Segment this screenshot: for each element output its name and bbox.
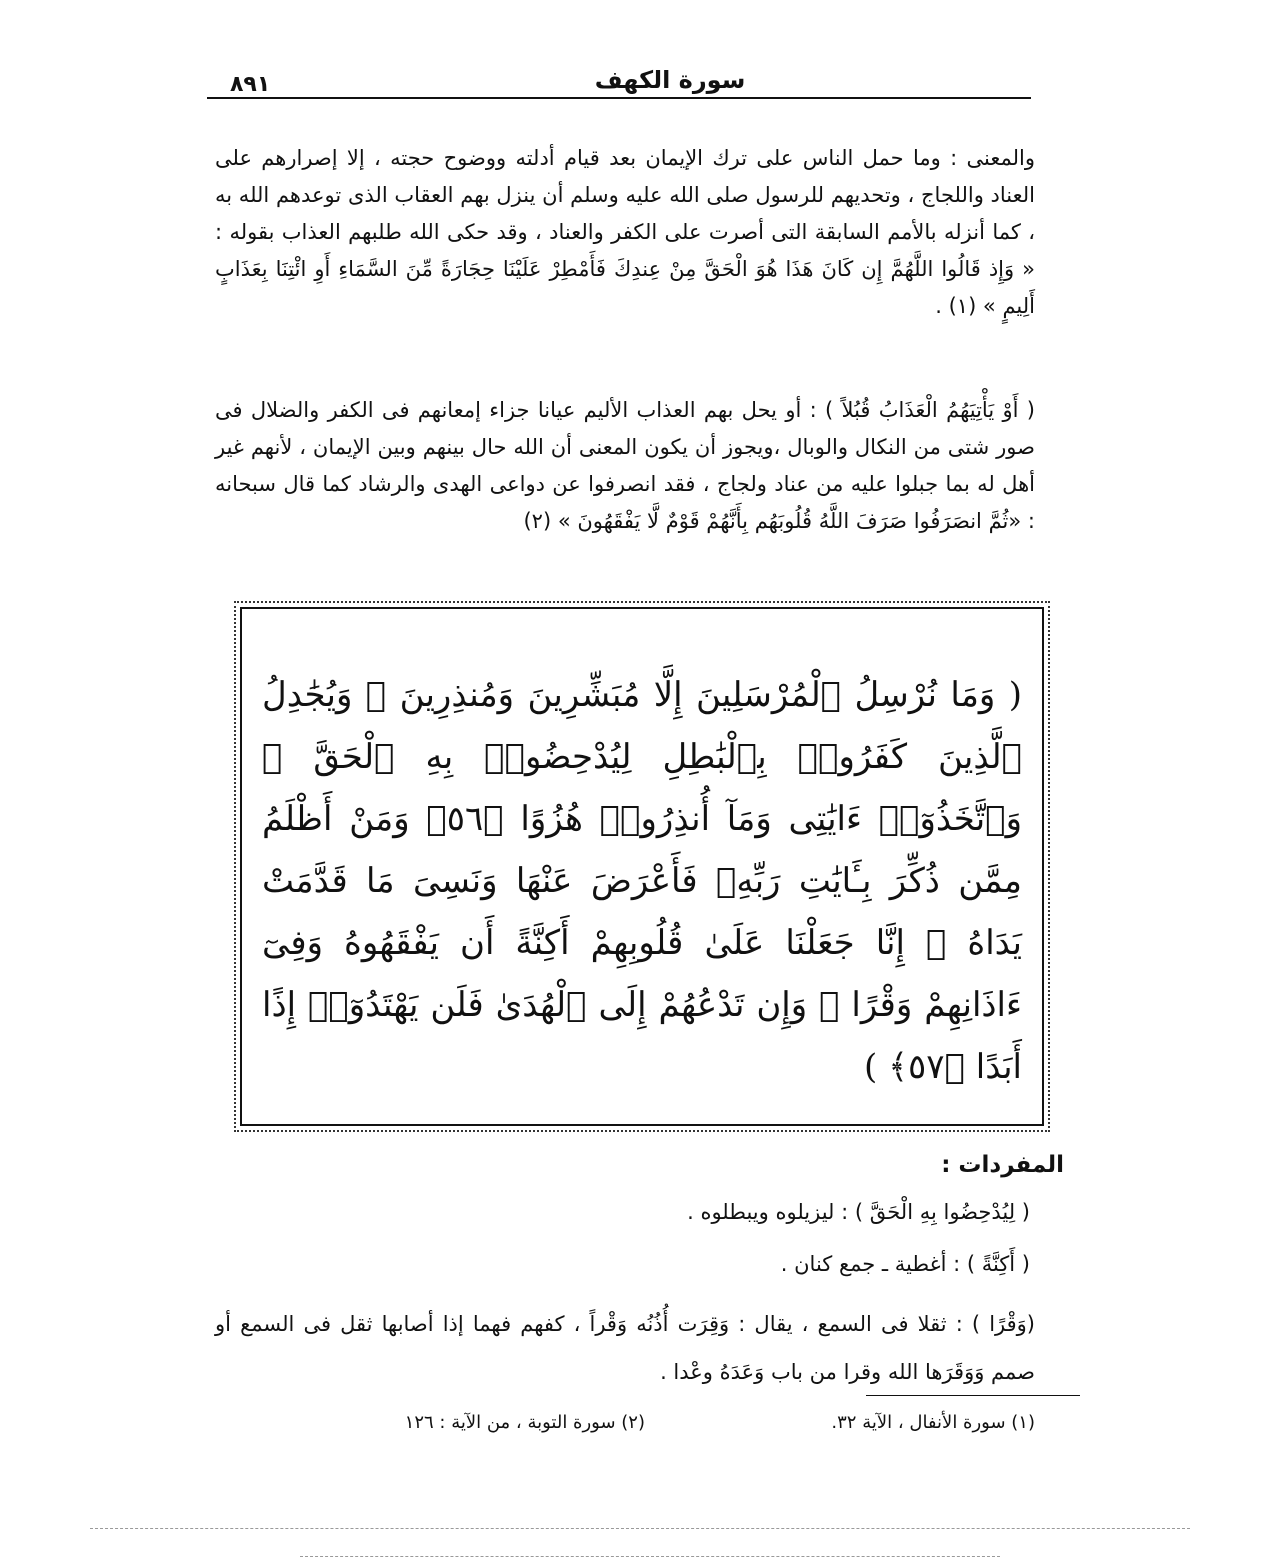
footnote-2: (٢) سورة التوبة ، من الآية : ١٢٦ <box>404 1412 645 1433</box>
vocab-item: (وَقْرًا ) : ثقلا فى السمع ، يقال : وَقِرَت أُذُنُه وَقْراً ، كفهم فهما إذا أصابها ثقل فى السمع أو صمم وَوَقَرَها الله وقرا من باب وَعَدَهُ وعْدا . <box>215 1312 1035 1384</box>
page-number: ٨٩١ <box>230 72 271 97</box>
paragraph-text: ( أَوْ يَأْتِيَهُمُ الْعَذَابُ قُبُلاً ) : أو يحل بهم العذاب الأليم عيانا جزاء إمعانهم فى الكفر والضلال فى صور شتى من النكال والوبال ،ويجوز أن يكون المعنى أن الله حال بينهم وبين الإيمان ، لأنهم غير أهل له بما جبلوا عليه من عناد ولجاج ، فقد انصرفوا عن دواعى الهدى والرشاد كما قال سبحانه : «ثُمَّ انصَرَفُوا صَرَفَ اللَّهُ قُلُوبَهُم بِأَنَّهُمْ قَوْمٌ لَّا يَفْقَهُونَ » (٢) <box>215 398 1035 533</box>
header-rule <box>207 97 1031 99</box>
verse-text: ( وَمَا نُرْسِلُ ٱلْمُرْسَلِينَ إِلَّا مُبَشِّرِينَ وَمُنذِرِينَ ۚ وَيُجَٰدِلُ ٱلَّذِينَ كَفَرُوا۟ بِٱلْبَٰطِلِ لِيُدْحِضُوا۟ بِهِ ٱلْحَقَّ ۖ وَٱتَّخَذُوٓا۟ ءَايَٰتِى وَمَآ أُنذِرُوا۟ هُزُوًا ﴿٥٦﴾ وَمَنْ أَظْلَمُ مِمَّن ذُكِّرَ بِـَٔايَٰتِ رَبِّهِۦ فَأَعْرَضَ عَنْهَا وَنَسِىَ مَا قَدَّمَتْ يَدَاهُ ۚ إِنَّا جَعَلْنَا عَلَىٰ قُلُوبِهِمْ أَكِنَّةً أَن يَفْقَهُوهُ وَفِىٓ ءَاذَانِهِمْ وَقْرًا ۖ وَإِن تَدْعُهُمْ إِلَى ٱلْهُدَىٰ فَلَن يَهْتَدُوٓا۟ إِذًا أَبَدًا ﴿٥٧﴾ ) <box>262 675 1023 1087</box>
vocab-item: ( لِيُدْحِضُوا بِهِ الْحَقَّ ) : ليزيلوه ويبطلوه . <box>687 1200 1030 1224</box>
footnote-1: (١) سورة الأنفال ، الآية ٣٢. <box>831 1412 1035 1433</box>
vocab-item: ( أَكِنَّةً ) : أغطية ـ جمع كنان . <box>780 1252 1030 1276</box>
scan-edge-line <box>300 1556 1000 1557</box>
verse-frame <box>240 607 1044 1126</box>
commentary-paragraph-1 <box>215 140 1035 325</box>
paragraph-text: والمعنى : وما حمل الناس على ترك الإيمان بعد قيام أدلته ووضوح حجته ، إلا إصرارهم على العناد واللجاج ، وتحديهم للرسول صلى الله عليه وسلم أن ينزل بهم العقاب الذى توعدهم الله به ، كما أنزله بالأمم السابقة التى أصرت على الكفر والعناد ، وقد حكى الله طلبهم العذاب بقوله : « وَإِذ قَالُوا اللَّهُمَّ إِن كَانَ هَذَا هُوَ الْحَقَّ مِنْ عِندِكَ فَأَمْطِرْ عَلَيْنَا حِجَارَةً مِّنَ السَّمَاءِ أَوِ ائْتِنَا بِعَذَابٍ أَلِيمٍ » (١) . <box>215 146 1035 318</box>
footnote-rule <box>866 1395 1080 1396</box>
scan-edge-line <box>90 1528 1190 1529</box>
surah-title: سورة الكهف <box>594 66 746 94</box>
commentary-paragraph-2 <box>215 392 1035 540</box>
vocabulary-heading: المفردات : <box>941 1152 1064 1178</box>
